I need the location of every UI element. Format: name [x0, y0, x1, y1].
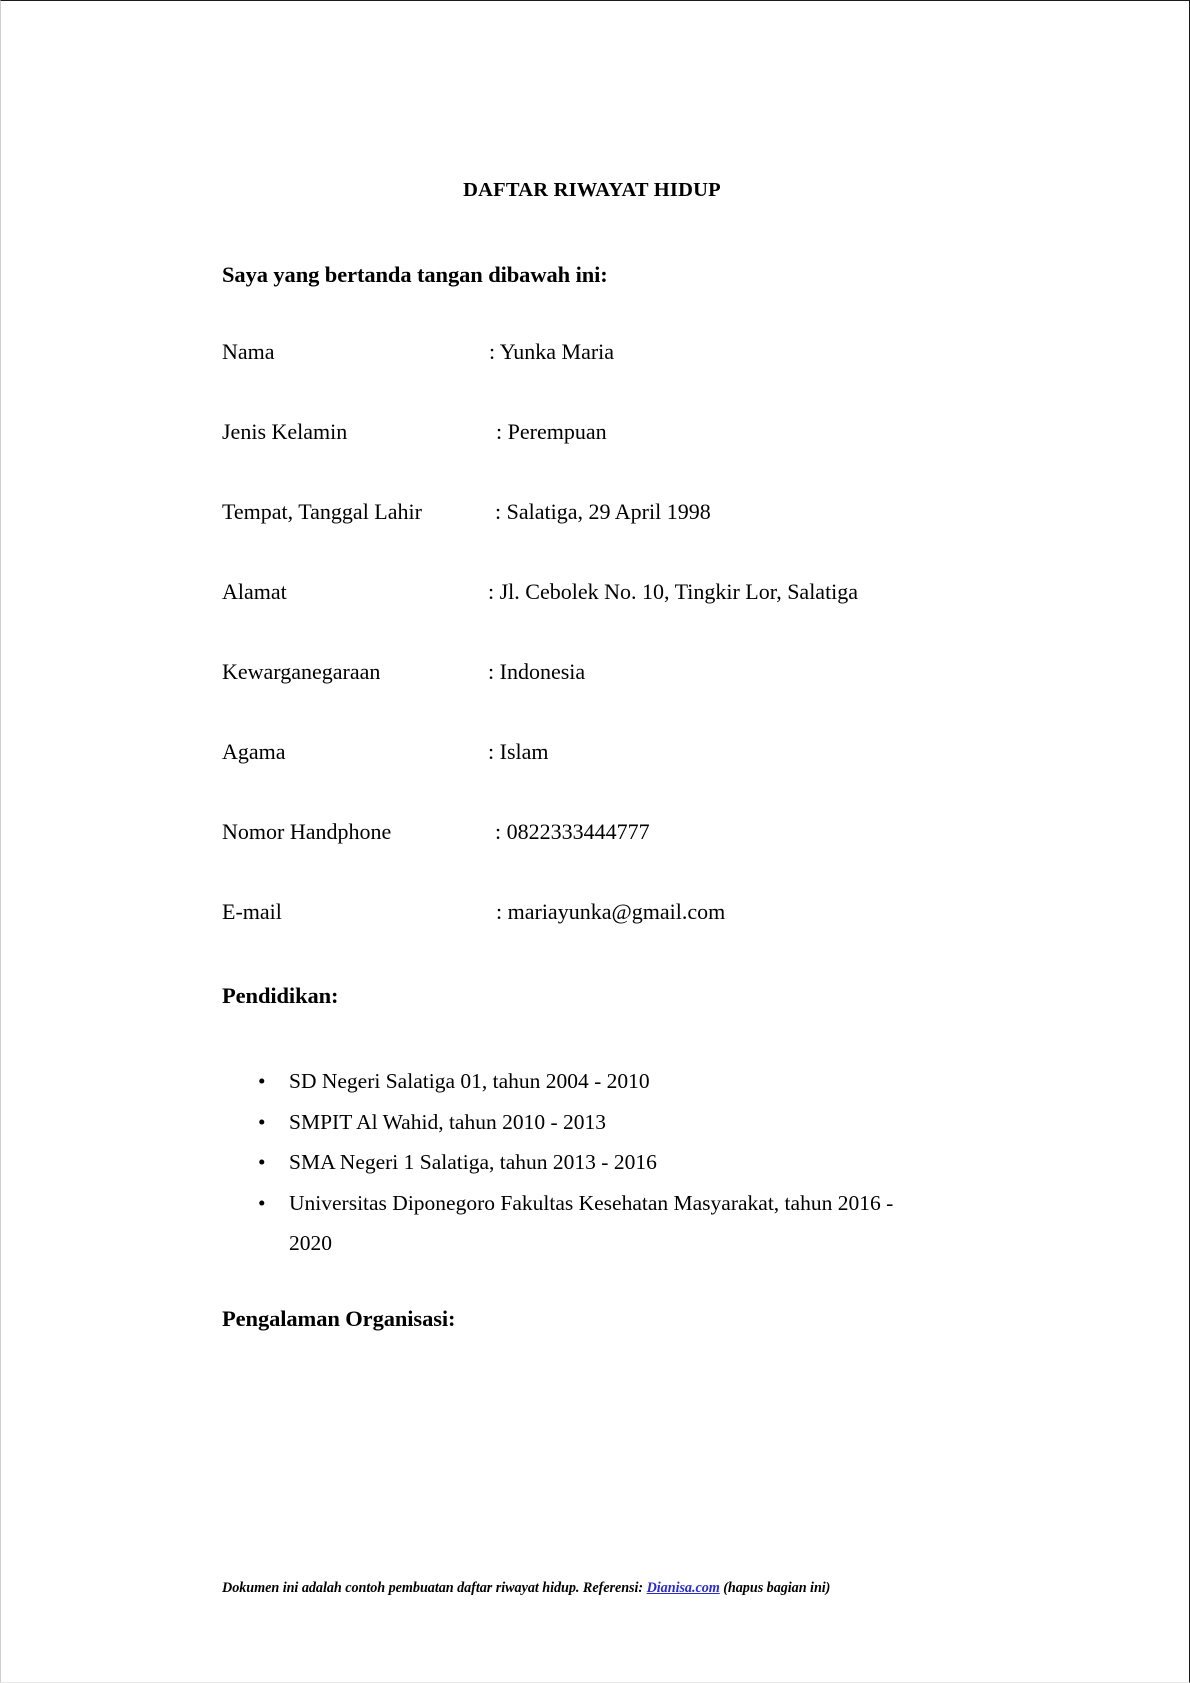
biodata-row	[222, 339, 982, 419]
biodata-label: Alamat	[222, 579, 287, 604]
biodata-value: : Islam	[488, 739, 549, 764]
biodata-value: : Jl. Cebolek No. 10, Tingkir Lor, Salatiga	[488, 579, 859, 604]
biodata-label: Jenis Kelamin	[222, 419, 348, 444]
biodata-row	[222, 419, 982, 499]
biodata-label: Tempat, Tanggal Lahir	[222, 499, 422, 524]
biodata-row	[222, 579, 982, 659]
list-item	[222, 1061, 922, 1102]
footer-text-before: Dokumen ini adalah contoh pembuatan daftar riwayat hidup. Referensi:	[222, 1580, 647, 1596]
bullet-icon: •	[258, 1190, 266, 1215]
biodata-value: : Yunka Maria	[489, 339, 615, 364]
list-item-label: SD Negeri Salatiga 01, tahun 2004 - 2010	[289, 1069, 650, 1093]
organization-heading: Pengalaman Organisasi:	[222, 1306, 456, 1331]
education-heading: Pendidikan:	[222, 983, 339, 1008]
biodata-value: : Salatiga, 29 April 1998	[495, 499, 711, 524]
bullet-icon: •	[258, 1069, 266, 1093]
list-item	[222, 1142, 922, 1183]
bullet-icon: •	[258, 1109, 266, 1134]
biodata-label: Nomor Handphone	[222, 819, 392, 844]
bullet-icon: •	[258, 1150, 266, 1174]
biodata-list	[222, 339, 982, 979]
biodata-row	[222, 499, 982, 579]
biodata-label: Agama	[222, 739, 286, 764]
biodata-row	[222, 819, 982, 899]
biodata-label: E-mail	[222, 899, 282, 924]
list-item-label: Universitas Diponegoro Fakultas Kesehatan Masyarakat, tahun 2016 - 2020	[289, 1190, 894, 1255]
footer-text-after: (hapus bagian ini)	[719, 1580, 831, 1596]
list-item-label: SMA Negeri 1 Salatiga, tahun 2013 - 2016	[289, 1150, 657, 1174]
page-title: DAFTAR RIWAYAT HIDUP	[463, 179, 721, 201]
lead-statement: Saya yang bertanda tangan dibawah ini:	[222, 262, 608, 287]
list-item	[222, 1183, 922, 1264]
biodata-row	[222, 899, 982, 979]
biodata-value: : 0822333444777	[495, 819, 650, 844]
biodata-value: : Indonesia	[488, 659, 586, 684]
biodata-label: Nama	[222, 339, 275, 364]
list-item	[222, 1102, 922, 1143]
biodata-row	[222, 739, 982, 819]
education-list	[222, 1061, 922, 1264]
biodata-value: : Perempuan	[496, 419, 607, 444]
dianisa-link[interactable]: Dianisa.com	[646, 1580, 720, 1596]
biodata-row	[222, 659, 982, 739]
biodata-label: Kewarganegaraan	[222, 659, 381, 684]
footer-note	[222, 1580, 1002, 1597]
biodata-value: : mariayunka@gmail.com	[496, 899, 726, 924]
list-item-label: SMPIT Al Wahid, tahun 2010 - 2013	[289, 1109, 606, 1134]
